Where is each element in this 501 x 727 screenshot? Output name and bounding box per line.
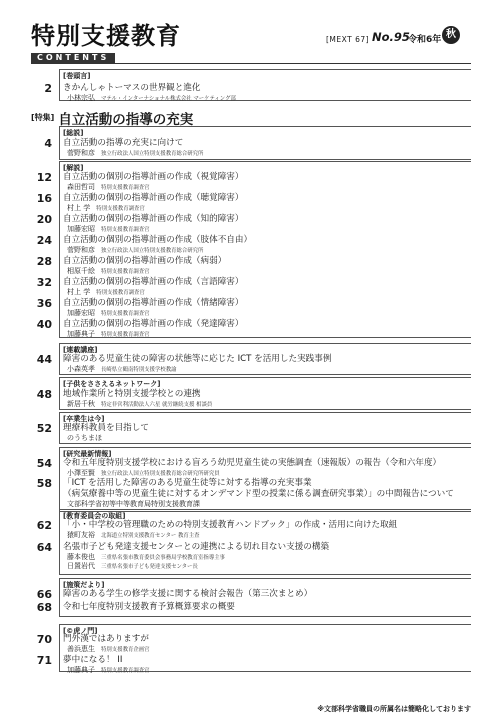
entry-page: 44 bbox=[36, 353, 52, 366]
entry-author: 日置岩代 三重県名張市子ども発達支援センター長 bbox=[67, 562, 198, 570]
entry-author: 文部科学省初等中等教育局特別支援教育課 bbox=[67, 500, 200, 508]
entry-title: 自立活動の個別の指導計画の作成（聴覚障害） bbox=[63, 193, 244, 203]
entry-author: 森田哲司 特別支援教育調査官 bbox=[67, 183, 150, 191]
entry-title: 自立活動の個別の指導計画の作成（発達障害） bbox=[63, 319, 244, 329]
entry-author: 加藤宏昭 特別支援教育調査官 bbox=[67, 309, 150, 317]
entry-page: 32 bbox=[36, 276, 52, 289]
issue-number: No.95 bbox=[372, 30, 410, 44]
entry-page: 4 bbox=[44, 137, 52, 150]
entry-author: 小澤至賢 独立行政法人国立特別支援教育総合研究所研究員 bbox=[67, 469, 220, 477]
entry-title: 障害のある学生の修学支援に関する検討会報告（第三次まとめ） bbox=[63, 589, 313, 599]
section-category: [©虎ノ門] bbox=[63, 627, 98, 635]
issue-era: 令和6年 bbox=[408, 35, 442, 45]
contents-label: CONTENTS bbox=[31, 53, 115, 63]
footnote: ※文部科学省職員の所属名は簡略化しております bbox=[317, 705, 471, 713]
entry-title: 理療科教員を目指して bbox=[63, 423, 149, 433]
entry-author: 小森英孝 長崎県立鶴南特別支援学校教諭 bbox=[67, 365, 177, 373]
section-category: [施策だより] bbox=[63, 581, 105, 589]
entry-author: 善浜恵生 特別支援教育企画官 bbox=[67, 645, 150, 653]
entry-title: 自立活動の個別の指導計画の作成（知的障害） bbox=[63, 214, 244, 224]
entry-page: 36 bbox=[36, 297, 52, 310]
entry-page: 2 bbox=[44, 82, 52, 95]
entry-title-line2: （病気療養中等の児童生徒に対するオンデマンド型の授業に係る調査研究事業）」の中間報告について bbox=[63, 489, 454, 499]
section-category: [解説] bbox=[63, 164, 84, 172]
entry-title: 名張市子ども発達支援センターとの連携による切れ目ない支援の構築 bbox=[63, 542, 330, 552]
entry-author: 相原千絵 特別支援教育調査官 bbox=[67, 267, 150, 275]
entry-page: 28 bbox=[36, 255, 52, 268]
entry-title: 障害のある児童生徒の障害の状態等に応じた ICT を活用した実践事例 bbox=[63, 354, 332, 364]
section-category: [研究最新情報] bbox=[63, 450, 112, 458]
entry-author: 加藤典子 特別支援教育調査官 bbox=[67, 330, 150, 338]
feature-tag: [特集] bbox=[31, 113, 55, 122]
entry-title: 夢中になる！ II bbox=[63, 655, 123, 665]
journal-title: 特別支援教育 bbox=[31, 22, 181, 50]
feature-title: 自立活動の指導の充実 bbox=[58, 111, 194, 128]
entry-author: のうちまほ bbox=[67, 434, 102, 442]
section-category: [巻頭言] bbox=[63, 72, 91, 80]
entry-page: 52 bbox=[36, 422, 52, 435]
entry-page: 70 bbox=[36, 633, 52, 646]
entry-author: 加藤宏昭 特別支援教育調査官 bbox=[67, 225, 150, 233]
entry-page: 48 bbox=[36, 388, 52, 401]
entry-title: 地域作業所と特別支援学校との連携 bbox=[63, 389, 201, 399]
entry-page: 64 bbox=[36, 541, 52, 554]
entry-author: 村上 学 特別支援教育調査官 bbox=[67, 204, 145, 212]
entry-title: 「小・中学校の管理職のための特別支援教育ハンドブック」の作成・活用に向けた取組 bbox=[63, 520, 398, 530]
entry-title: 自立活動の個別の指導計画の作成（病弱） bbox=[63, 256, 227, 266]
entry-page: 20 bbox=[36, 213, 52, 226]
entry-title: 自立活動の指導の充実に向けて bbox=[63, 138, 184, 148]
entry-title: 自立活動の個別の指導計画の作成（言語障害） bbox=[63, 277, 244, 287]
entry-title: 門外漢ではありますが bbox=[63, 634, 149, 644]
entry-author: 加藤典子 特別支援教育調査官 bbox=[67, 666, 150, 674]
entry-title: 自立活動の個別の指導計画の作成（情緒障害） bbox=[63, 298, 244, 308]
section-category: [教育委員会の取組] bbox=[63, 512, 126, 520]
entry-page: 54 bbox=[36, 457, 52, 470]
entry-author: 菅野和彦 独立行政法人国立特別支援教育総合研究所 bbox=[67, 149, 204, 157]
entry-page: 58 bbox=[36, 477, 52, 490]
entry-title: 令和五年度特別支援学校における盲ろう幼児児童生徒の実態調査（速報版）の報告（令和六年度） bbox=[63, 458, 442, 468]
entry-title: 「ICT を活用した障害のある児童生徒等に対する指導の充実事業 bbox=[63, 478, 312, 488]
entry-page: 71 bbox=[36, 654, 52, 667]
entry-page: 68 bbox=[36, 601, 52, 614]
entry-page: 12 bbox=[36, 171, 52, 184]
section-category: [連載講座] bbox=[63, 346, 98, 354]
entry-page: 40 bbox=[36, 318, 52, 331]
entry-title: 令和七年度特別支援教育予算概算要求の概要 bbox=[63, 602, 235, 612]
entry-page: 24 bbox=[36, 234, 52, 247]
entry-title: きかんしゃトーマスの世界観と進化 bbox=[63, 83, 201, 93]
entry-page: 16 bbox=[36, 192, 52, 205]
entry-author: 菅野和彦 独立行政法人国立特別支援教育総合研究所 bbox=[67, 246, 204, 254]
section-category: [総説] bbox=[63, 129, 84, 137]
season-badge: 秋 bbox=[442, 26, 460, 44]
masthead bbox=[0, 0, 501, 66]
entry-page: 66 bbox=[36, 588, 52, 601]
contents-bar bbox=[31, 53, 471, 64]
entry-author: 猿町友裕 北海道立特別支援教育センター 教育主査 bbox=[67, 531, 200, 539]
entry-author: 藤本俊也 三重県名張市教育委員会事務局学校教育室指導主事 bbox=[67, 553, 225, 561]
entry-title: 自立活動の個別の指導計画の作成（肢体不自由） bbox=[63, 235, 253, 245]
section-category: [卒業生は今] bbox=[63, 415, 105, 423]
entry-title: 自立活動の個別の指導計画の作成（視覚障害） bbox=[63, 172, 244, 182]
feature-heading bbox=[31, 107, 193, 128]
entry-author: 新居千秋 特定非営利活動法人六星 就労継続支援 相談員 bbox=[67, 400, 213, 408]
section-category: [子供をささえるネットワーク] bbox=[63, 380, 161, 388]
entry-author: 小林宗弘 マテル・インターナショナル株式会社 マーケティング部 bbox=[67, 94, 236, 102]
journal-code: [MEXT 67] bbox=[326, 35, 370, 44]
entry-author: 村上 学 特別支援教育調査官 bbox=[67, 288, 145, 296]
entry-page: 62 bbox=[36, 519, 52, 532]
